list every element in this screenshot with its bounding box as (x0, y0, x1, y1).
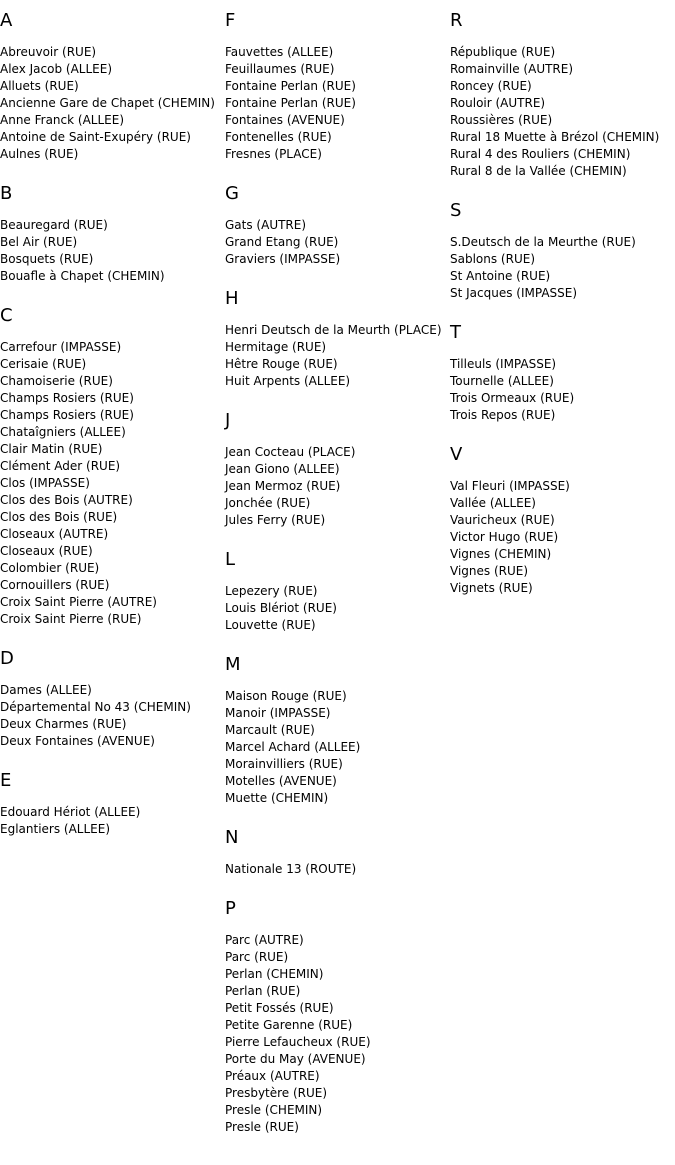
section-letter-heading: J (225, 410, 231, 431)
letter-section (225, 549, 450, 634)
street-link[interactable]: Parc (RUE) (225, 950, 289, 964)
street-list (450, 356, 675, 424)
street-link[interactable]: Bouafle à Chapet (CHEMIN) (0, 269, 165, 283)
street-list (450, 478, 675, 597)
letter-section (0, 648, 225, 750)
street-link[interactable]: Vignets (RUE) (450, 581, 533, 595)
section-letter-heading: D (0, 648, 14, 669)
section-letter-heading: P (225, 898, 236, 919)
street-link[interactable]: Fontaine Perlan (RUE) (225, 79, 356, 93)
section-letter-heading: V (450, 444, 463, 465)
street-link[interactable]: Dames (ALLEE) (0, 683, 92, 697)
street-link[interactable]: Motelles (AVENUE) (225, 774, 337, 788)
street-link[interactable]: Morainvilliers (RUE) (225, 757, 343, 771)
section-letter-heading: L (225, 549, 236, 570)
street-link[interactable]: Romainville (AUTRE) (450, 62, 574, 76)
street-link[interactable]: Presle (CHEMIN) (225, 1103, 323, 1117)
street-link[interactable]: Croix Saint Pierre (RUE) (0, 612, 142, 626)
street-list (0, 339, 225, 628)
street-link[interactable]: Hermitage (RUE) (225, 340, 327, 354)
street-list (225, 217, 450, 268)
street-list (0, 804, 225, 838)
street-link[interactable]: Nationale 13 (ROUTE) (225, 862, 357, 876)
letter-section (225, 183, 450, 268)
street-link[interactable]: Hêtre Rouge (RUE) (225, 357, 338, 371)
letter-section (0, 770, 225, 838)
street-link[interactable]: Beauregard (RUE) (0, 218, 108, 232)
street-link[interactable]: Feuillaumes (RUE) (225, 62, 335, 76)
street-link[interactable]: Fresnes (PLACE) (225, 147, 322, 161)
letter-section (225, 654, 450, 807)
street-link[interactable]: Presle (RUE) (225, 1120, 299, 1134)
street-link[interactable]: Eglantiers (ALLEE) (0, 822, 111, 836)
street-link[interactable]: Préaux (AUTRE) (225, 1069, 320, 1083)
section-letter-heading: E (0, 770, 12, 791)
street-link[interactable]: Jules Ferry (RUE) (225, 513, 326, 527)
street-list (225, 444, 450, 529)
street-link[interactable]: Perlan (CHEMIN) (225, 967, 324, 981)
street-link[interactable]: Val Fleuri (IMPASSE) (450, 479, 570, 493)
street-link[interactable]: Grand Etang (RUE) (225, 235, 339, 249)
street-list (0, 44, 225, 163)
street-link[interactable]: Chataîgniers (ALLEE) (0, 425, 126, 439)
street-list (0, 682, 225, 750)
street-link[interactable]: Manoir (IMPASSE) (225, 706, 331, 720)
street-link[interactable]: St Jacques (IMPASSE) (450, 286, 578, 300)
street-link[interactable]: Bosquets (RUE) (0, 252, 94, 266)
street-link[interactable]: Gats (AUTRE) (225, 218, 307, 232)
street-link[interactable]: Clair Matin (RUE) (0, 442, 103, 456)
letter-section (225, 10, 450, 163)
street-link[interactable]: Lepezery (RUE) (225, 584, 318, 598)
street-link[interactable]: Clos des Bois (AUTRE) (0, 493, 133, 507)
section-letter-heading: G (225, 183, 239, 204)
street-list (225, 44, 450, 163)
street-link[interactable]: Chamoiserie (RUE) (0, 374, 113, 388)
street-link[interactable]: Aulnes (RUE) (0, 147, 79, 161)
street-list (225, 932, 450, 1136)
street-link[interactable]: Cerisaie (RUE) (0, 357, 87, 371)
section-letter-heading: H (225, 288, 239, 309)
street-link[interactable]: Roncey (RUE) (450, 79, 532, 93)
street-link[interactable]: Champs Rosiers (RUE) (0, 391, 134, 405)
section-letter-heading: S (450, 200, 462, 221)
street-link[interactable]: Jonchée (RUE) (225, 496, 311, 510)
letter-section (450, 322, 675, 424)
street-link[interactable]: Clément Ader (RUE) (0, 459, 121, 473)
street-link[interactable]: Colombier (RUE) (0, 561, 100, 575)
column-2 (225, 10, 450, 1156)
street-link[interactable]: Fontaine Perlan (RUE) (225, 96, 356, 110)
street-link[interactable]: Vallée (ALLEE) (450, 496, 536, 510)
street-link[interactable]: Parc (AUTRE) (225, 933, 304, 947)
street-link[interactable]: Petite Garenne (RUE) (225, 1018, 353, 1032)
column-1 (0, 10, 225, 858)
letter-section (225, 898, 450, 1136)
street-link[interactable]: Vauricheux (RUE) (450, 513, 555, 527)
section-letter-heading: F (225, 10, 236, 31)
street-link[interactable]: Huit Arpents (ALLEE) (225, 374, 351, 388)
letter-section (450, 10, 675, 180)
street-link[interactable]: Vignes (RUE) (450, 564, 529, 578)
street-link[interactable]: Closeaux (AUTRE) (0, 527, 109, 541)
street-link[interactable]: Alex Jacob (ALLEE) (0, 62, 113, 76)
street-link[interactable]: Jean Giono (ALLEE) (225, 462, 340, 476)
street-link[interactable]: Abreuvoir (RUE) (0, 45, 97, 59)
street-link[interactable]: Rural 18 Muette à Brézol (CHEMIN) (450, 130, 660, 144)
street-link[interactable]: Anne Franck (ALLEE) (0, 113, 125, 127)
street-link[interactable]: Muette (CHEMIN) (225, 791, 329, 805)
section-letter-heading: C (0, 305, 13, 326)
letter-section (225, 827, 450, 878)
street-link[interactable]: Deux Charmes (RUE) (0, 717, 127, 731)
street-link[interactable]: Henri Deutsch de la Meurth (PLACE) (225, 323, 442, 337)
street-link[interactable]: Bel Air (RUE) (0, 235, 78, 249)
street-link[interactable]: Croix Saint Pierre (AUTRE) (0, 595, 157, 609)
street-link[interactable]: Closeaux (RUE) (0, 544, 93, 558)
street-list (225, 861, 450, 878)
letter-section (450, 444, 675, 597)
street-link[interactable]: Départemental No 43 (CHEMIN) (0, 700, 191, 714)
letter-section (225, 410, 450, 529)
street-list (225, 583, 450, 634)
street-link[interactable]: Antoine de Saint-Exupéry (RUE) (0, 130, 191, 144)
letter-section (225, 288, 450, 390)
street-link[interactable]: Deux Fontaines (AVENUE) (0, 734, 155, 748)
street-link[interactable]: Jean Cocteau (PLACE) (225, 445, 356, 459)
street-link[interactable]: Louis Blériot (RUE) (225, 601, 337, 615)
street-link[interactable]: Jean Mermoz (RUE) (225, 479, 341, 493)
street-link[interactable]: Clos (IMPASSE) (0, 476, 90, 490)
street-link[interactable]: Petit Fossés (RUE) (225, 1001, 334, 1015)
street-link[interactable]: Roussières (RUE) (450, 113, 553, 127)
street-link[interactable]: Vignes (CHEMIN) (450, 547, 552, 561)
street-link[interactable]: Graviers (IMPASSE) (225, 252, 341, 266)
letter-section (450, 200, 675, 302)
street-link[interactable]: Victor Hugo (RUE) (450, 530, 559, 544)
street-link[interactable]: St Antoine (RUE) (450, 269, 551, 283)
street-link[interactable]: Trois Repos (RUE) (450, 408, 556, 422)
street-link[interactable]: Cornouillers (RUE) (0, 578, 110, 592)
street-link[interactable]: Rural 8 de la Vallée (CHEMIN) (450, 164, 627, 178)
street-link[interactable]: Fauvettes (ALLEE) (225, 45, 334, 59)
section-letter-heading: R (450, 10, 463, 31)
street-list (225, 688, 450, 807)
section-letter-heading: N (225, 827, 239, 848)
street-link[interactable]: Marcel Achard (ALLEE) (225, 740, 361, 754)
street-link[interactable]: Rouloir (AUTRE) (450, 96, 546, 110)
street-link[interactable]: Porte du May (AVENUE) (225, 1052, 366, 1066)
street-link[interactable]: Perlan (RUE) (225, 984, 301, 998)
street-link[interactable]: République (RUE) (450, 45, 556, 59)
street-list (225, 322, 450, 390)
street-link[interactable]: Rural 4 des Rouliers (CHEMIN) (450, 147, 631, 161)
street-link[interactable]: Louvette (RUE) (225, 618, 316, 632)
street-link[interactable]: Edouard Hériot (ALLEE) (0, 805, 141, 819)
street-link[interactable]: S.Deutsch de la Meurthe (RUE) (450, 235, 636, 249)
section-letter-heading: B (0, 183, 13, 204)
street-link[interactable]: Trois Ormeaux (RUE) (450, 391, 575, 405)
street-link[interactable]: Pierre Lefaucheux (RUE) (225, 1035, 371, 1049)
section-letter-heading: T (450, 322, 461, 343)
section-letter-heading: A (0, 10, 13, 31)
street-list (450, 44, 675, 180)
section-letter-heading: M (225, 654, 241, 675)
letter-section (0, 305, 225, 628)
street-link[interactable]: Tilleuls (IMPASSE) (450, 357, 557, 371)
street-link[interactable]: Fontaines (AVENUE) (225, 113, 345, 127)
street-link[interactable]: Clos des Bois (RUE) (0, 510, 118, 524)
street-link[interactable]: Presbytère (RUE) (225, 1086, 328, 1100)
street-link[interactable]: Carrefour (IMPASSE) (0, 340, 122, 354)
letter-section (0, 183, 225, 285)
street-link[interactable]: Sablons (RUE) (450, 252, 536, 266)
street-link[interactable]: Alluets (RUE) (0, 79, 79, 93)
street-link[interactable]: Champs Rosiers (RUE) (0, 408, 134, 422)
street-link[interactable]: Tournelle (ALLEE) (450, 374, 554, 388)
street-link[interactable]: Ancienne Gare de Chapet (CHEMIN) (0, 96, 215, 110)
street-list (0, 217, 225, 285)
letter-section (0, 10, 225, 163)
column-3 (450, 10, 675, 617)
street-link[interactable]: Fontenelles (RUE) (225, 130, 332, 144)
street-link[interactable]: Marcault (RUE) (225, 723, 315, 737)
street-link[interactable]: Maison Rouge (RUE) (225, 689, 347, 703)
street-list (450, 234, 675, 302)
